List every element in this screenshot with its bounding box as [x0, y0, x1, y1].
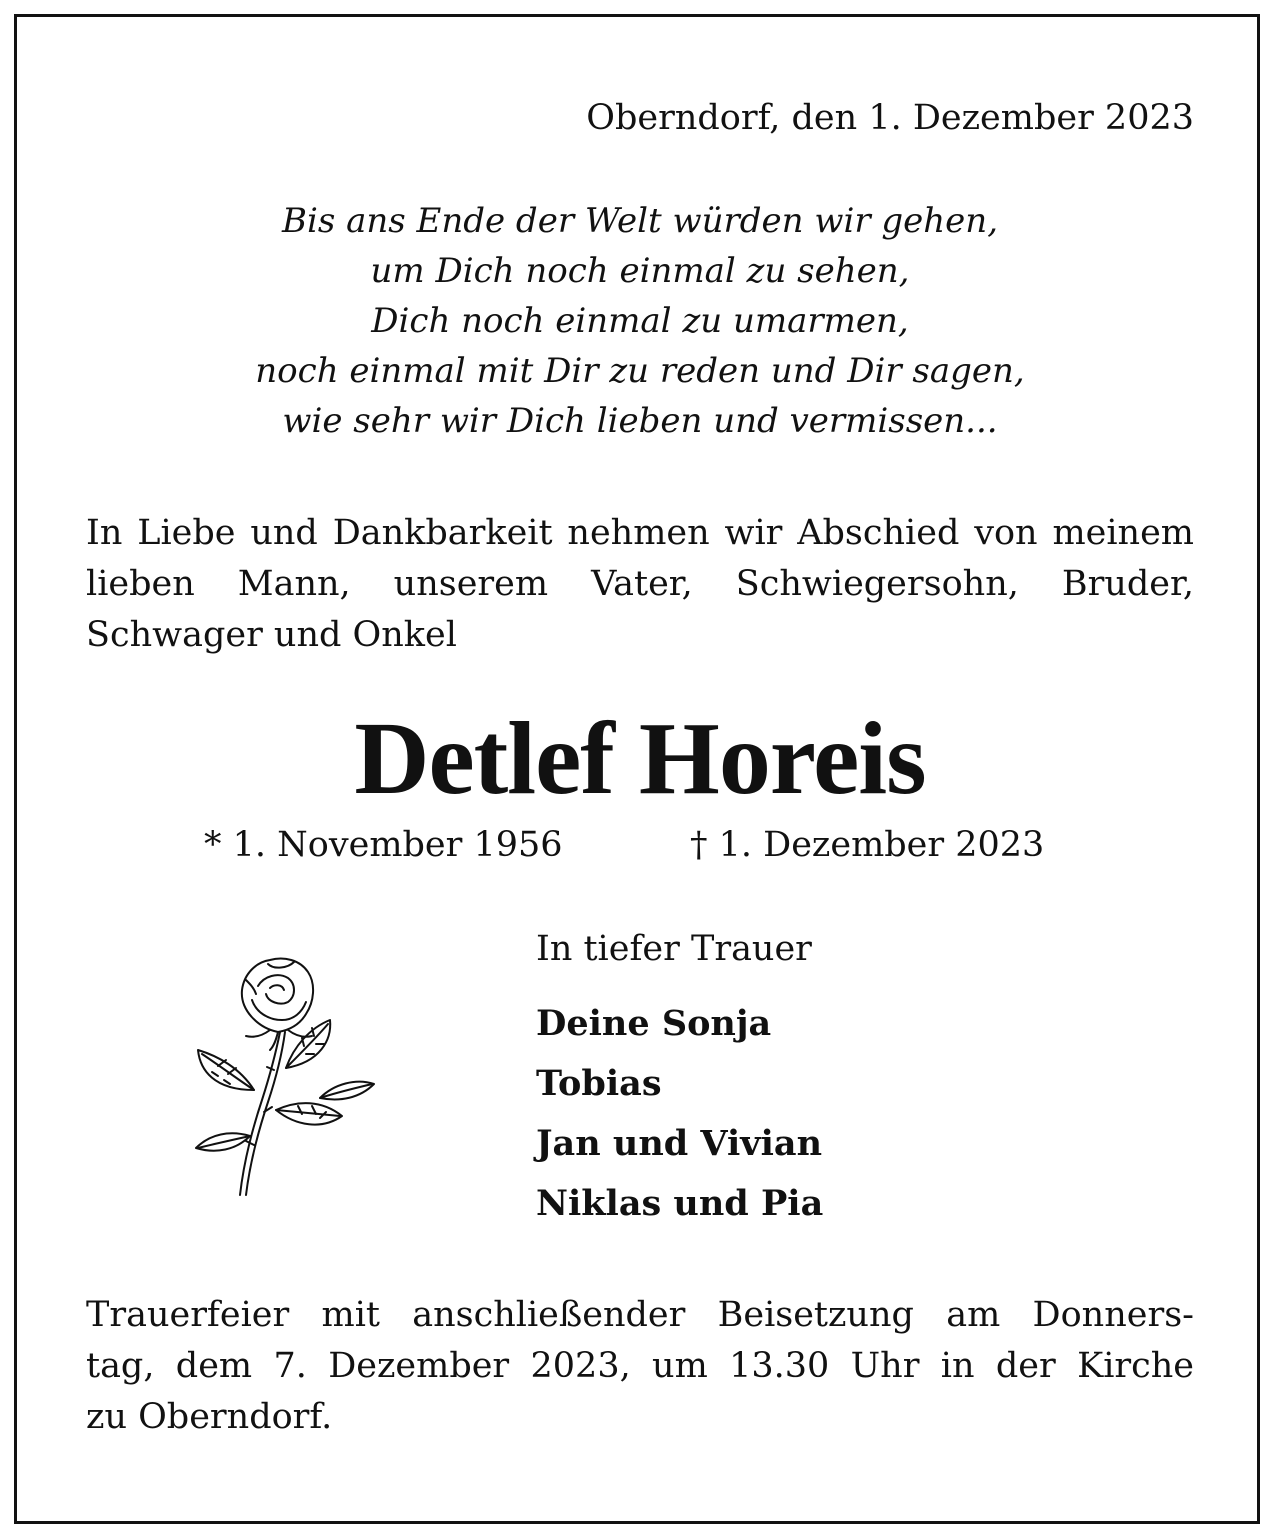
mourner-name: Tobias	[536, 1063, 662, 1104]
poem-line: wie sehr wir Dich lieben und vermissen...	[282, 401, 998, 441]
poem	[0, 196, 1280, 446]
death-date: † 1. Dezember 2023	[690, 825, 1045, 865]
poem-line: Bis ans Ende der Welt würden wir gehen,	[281, 201, 999, 241]
poem-line: Dich noch einmal zu umarmen,	[371, 301, 909, 341]
farewell-text: In Liebe und Dankbarkeit nehmen wir Abschied von meinem lieben Mann, unserem Vater, Schwiegersohn, Bruder, Schwager und Onkel	[86, 513, 1194, 655]
rose-icon	[170, 940, 400, 1210]
mourners-block	[536, 924, 823, 1234]
poem-line: um Dich noch einmal zu sehen,	[370, 251, 910, 291]
mourning-heading: In tiefer Trauer	[536, 929, 812, 969]
deceased-name: Detlef Horeis	[354, 701, 926, 816]
funeral-info	[86, 1290, 1194, 1443]
mourner-name: Niklas und Pia	[536, 1183, 824, 1224]
life-dates	[0, 820, 1280, 870]
place-date: Oberndorf, den 1. Dezember 2023	[586, 98, 1194, 138]
birth-date: * 1. November 1956	[204, 825, 563, 865]
funeral-line: zu Oberndorf.	[86, 1397, 333, 1437]
funeral-line: tag, dem 7. Dezember 2023, um 13.30 Uhr in der Kirche	[86, 1346, 1194, 1386]
funeral-line: Trauerfeier mit anschließender Beisetzung am Donners-	[86, 1295, 1194, 1335]
mourner-name: Jan und Vivian	[536, 1123, 823, 1164]
mourner-name: Deine Sonja	[536, 1003, 772, 1044]
poem-line: noch einmal mit Dir zu reden und Dir sagen,	[255, 351, 1025, 391]
